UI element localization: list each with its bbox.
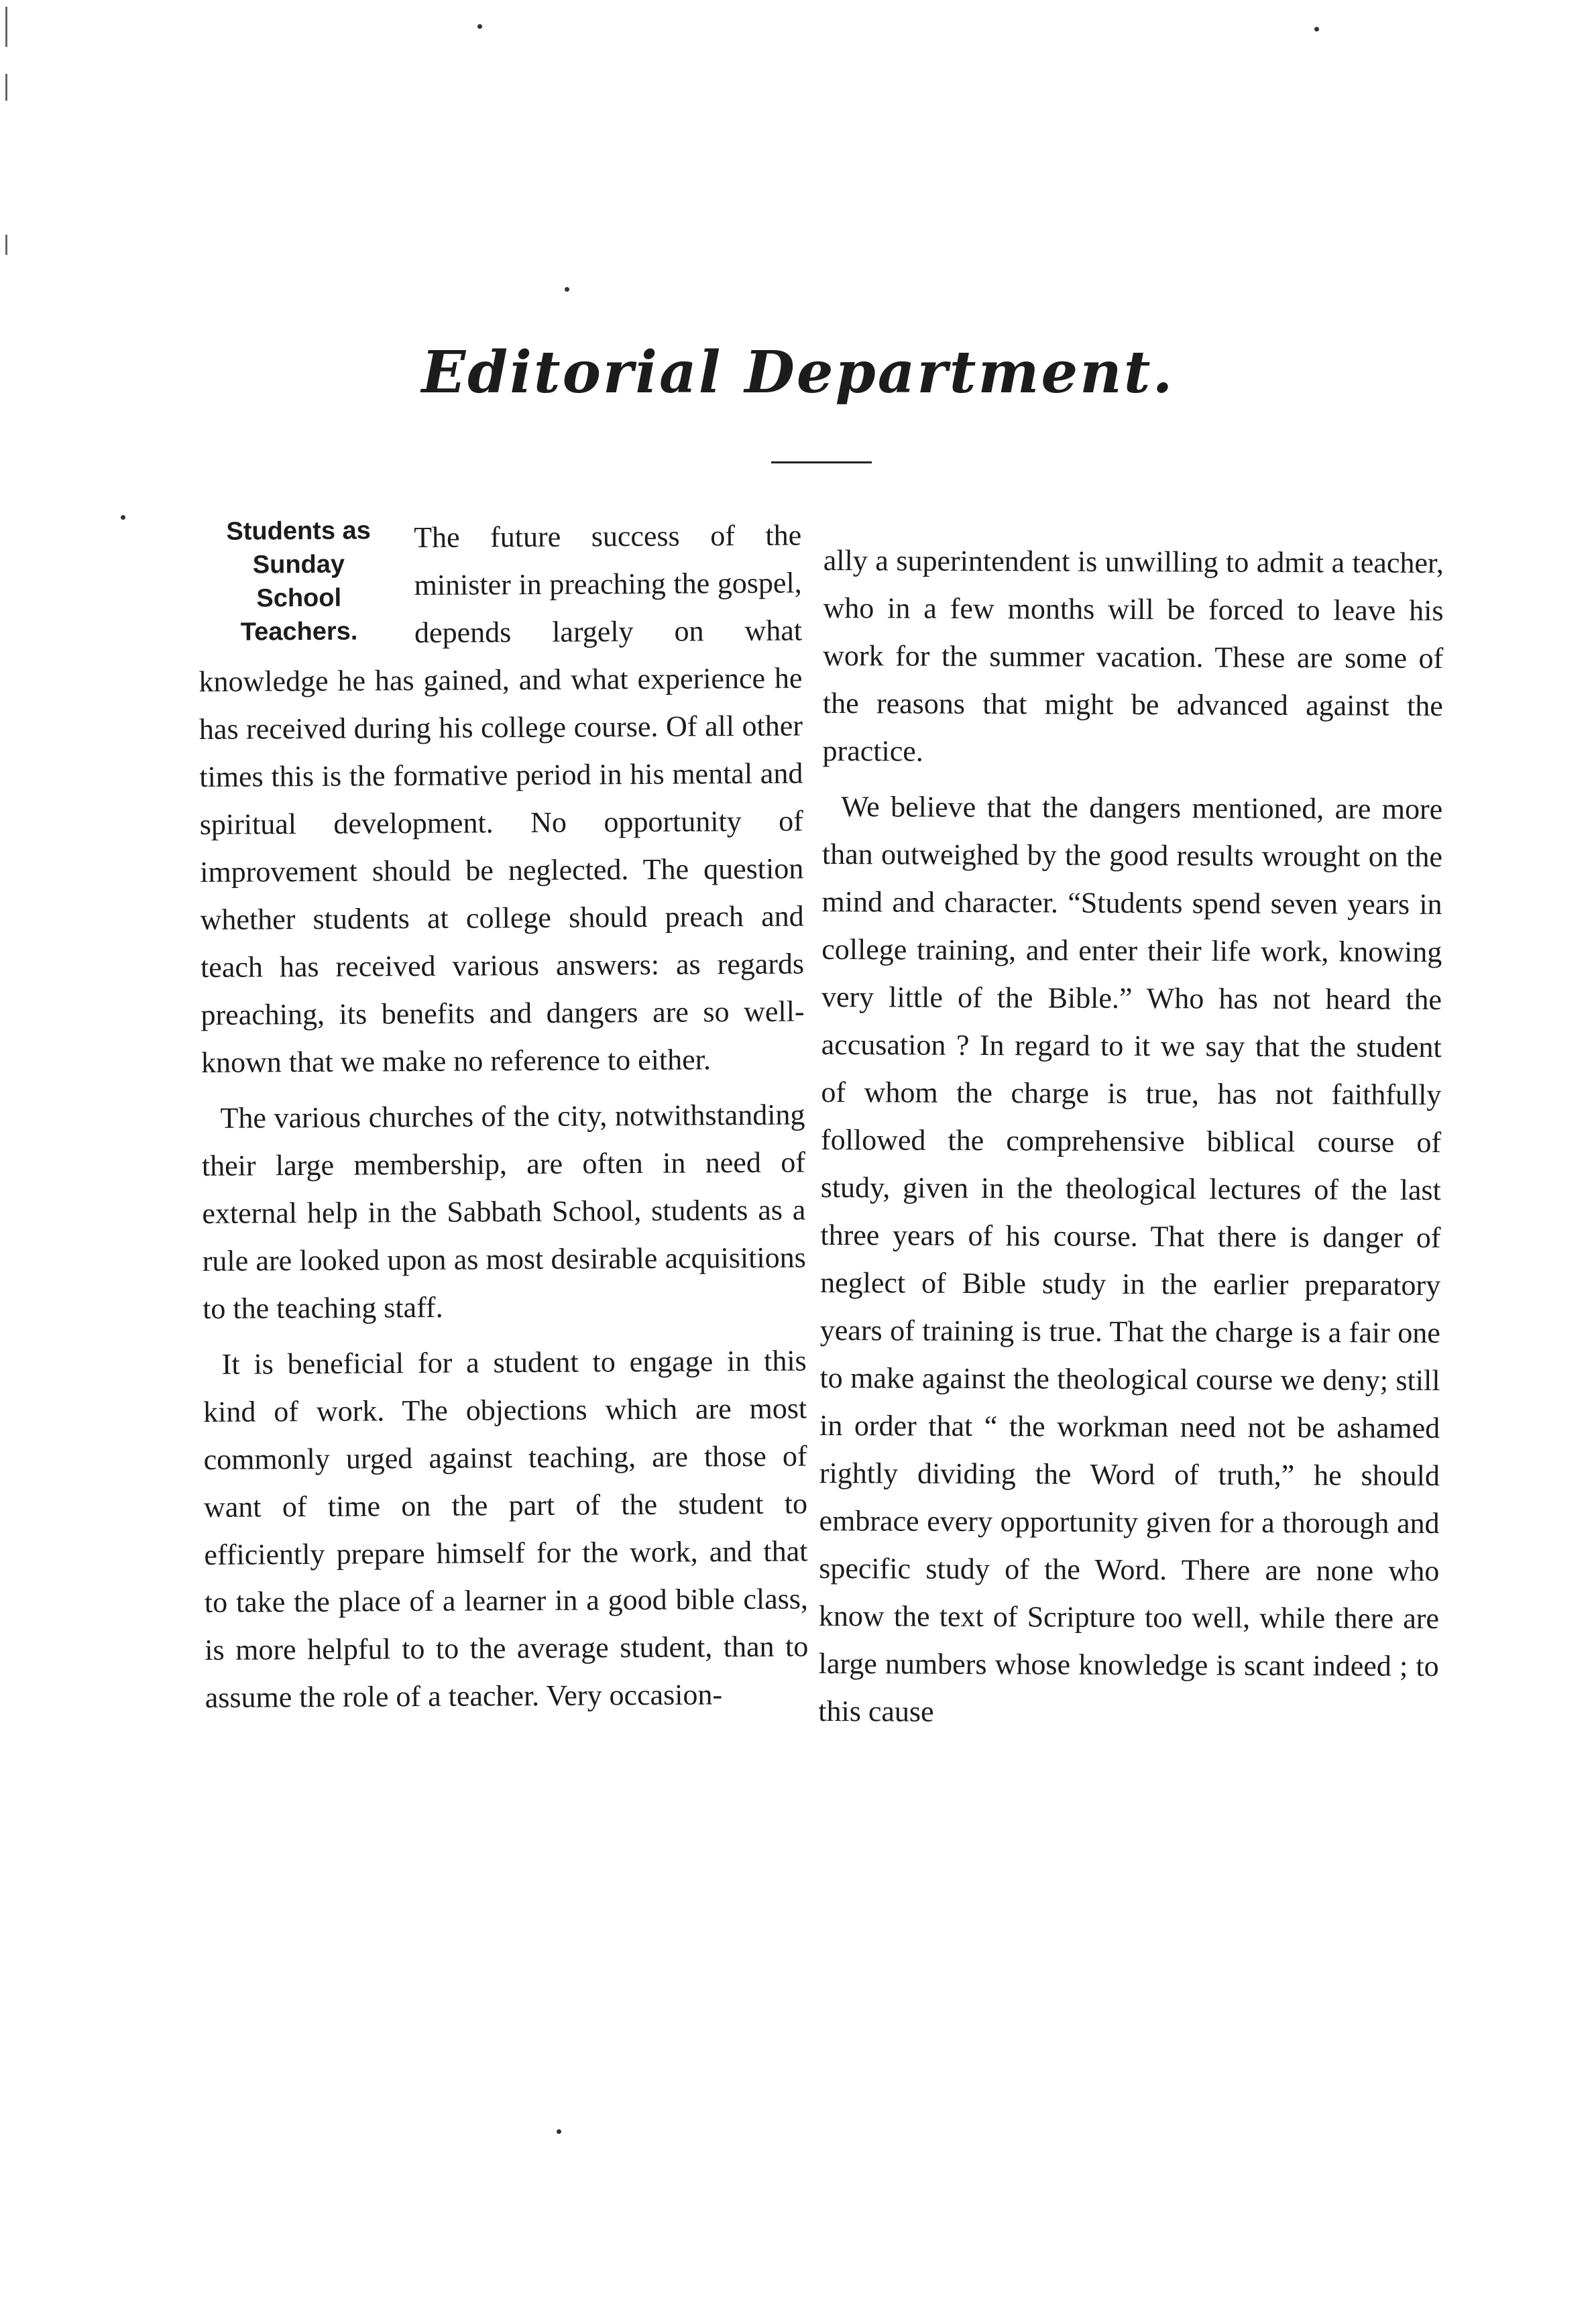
- scan-speck: [565, 287, 569, 292]
- scan-speck: [557, 2129, 561, 2134]
- scan-speck: [121, 515, 125, 520]
- side-heading: [198, 514, 400, 649]
- side-heading-line: Sunday: [252, 550, 345, 579]
- scan-speck: [477, 24, 482, 29]
- right-column: [818, 537, 1444, 1746]
- title-rule: [771, 461, 872, 463]
- margin-mark: [5, 235, 7, 255]
- paragraph: The future success of the minister in preaching the gospel, depends largely on what knowledge he has gained, and what experience he has received during his college course. Of all other times this is the formative period in his mental and spiritual development. No opportunity of improvement should be neglected. The question whether students at college should preach and teach has received various answers: as regards preaching, its benefits and dangers are so well-known that we make no reference to either.: [198, 518, 805, 1079]
- page-title: Editorial Department.: [421, 339, 1175, 406]
- paragraph: ally a superintendent is unwilling to admit a teacher, who in a few months will be forced to leave his work for the summer vacation. These are some of the reasons that might be advanced against the practice.: [822, 543, 1444, 768]
- paragraph: We believe that the dangers mentioned, are more than outweighed by the good results wrought on the mind and character. “Students spend seven years in college training, and enter their life work, knowing very little of the Bible.” Who has not heard the accusation ? In regard to it we say that the student of whom the charge is true, has not faithfully followed the comprehensive biblical course of study, given in the theological lectures of the last three years of his course. That there is danger of neglect of Bible study in the earlier preparatory years of training is true. That the charge is a fair one to make against the theological course we deny; still in order that “ the workman need not be ashamed rightly dividing the Word of truth,” he should embrace every opportunity given for a thorough and specific study of the Word. There are none who know the text of Scripture too well, while there are large numbers whose knowledge is scant indeed ; to this cause: [818, 790, 1443, 1728]
- scan-speck: [1314, 27, 1319, 32]
- side-heading-line: Teachers.: [240, 617, 358, 646]
- side-heading-line: School: [256, 583, 342, 613]
- paragraph: It is beneficial for a student to engage in this kind of work. The objections which are most commonly urged against teaching, are those of want of time on the part of the student to efficiently prepare himself for the work, and that to take the place of a learner in a good bible class, is more helpful to to the average student, than to assume the role of a teacher. Very occasion-: [203, 1344, 809, 1714]
- side-heading-line: Students as: [226, 516, 371, 546]
- margin-mark: [5, 74, 7, 101]
- left-column: [198, 512, 809, 1730]
- margin-mark: [5, 7, 7, 47]
- paragraph: The various churches of the city, notwithstanding their large membership, are often in need of external help in the Sabbath School, students as a rule are looked upon as most desirable acquisitions to the teaching staff.: [201, 1098, 806, 1325]
